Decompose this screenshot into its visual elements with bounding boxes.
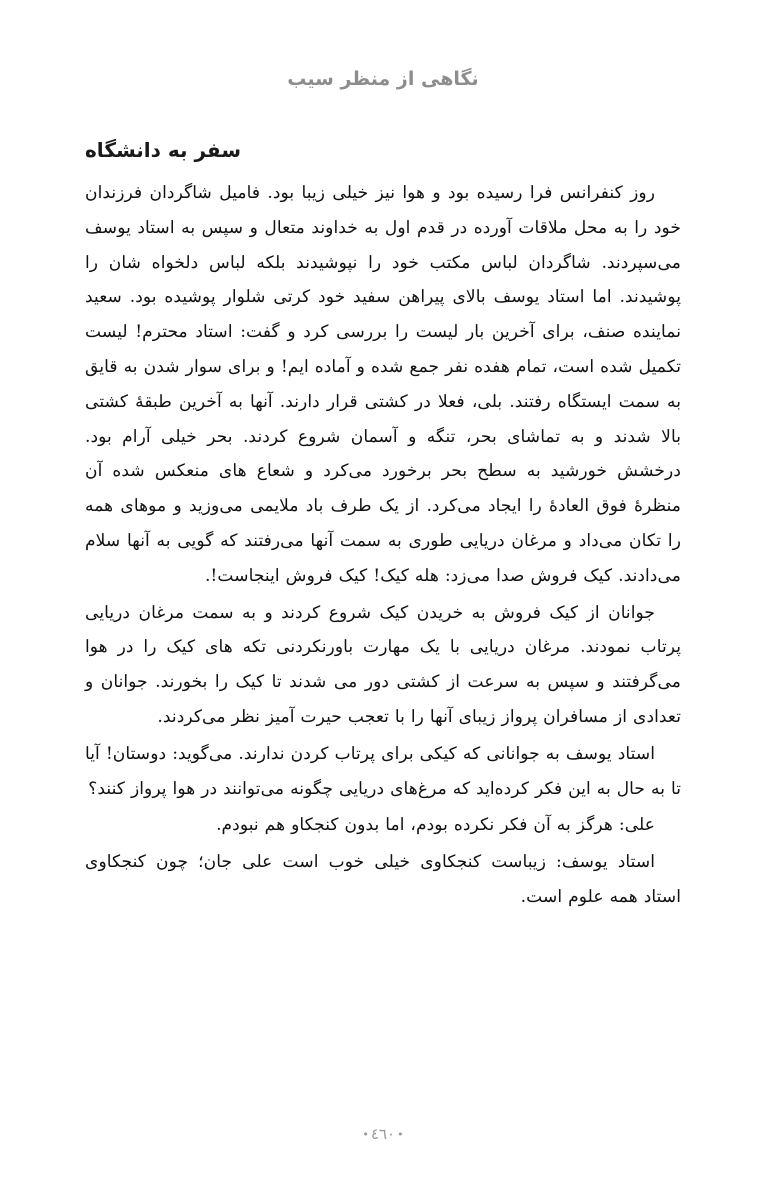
paragraph-1: روز کنفرانس فرا رسیده بود و هوا نیز خیلی زیبا بود. فامیل شاگردان فرزندان خود را به محل ملاقات آورده در قدم اول به خداوند متعال و سپس به استاد یوسف می‌سپردند. شاگردان لباس مکتب خود را نپوشیدند بلکه لباس دلخواه شان را پوشیدند. اما استاد یوسف بالای پیراهن سفید خود کرتی شلوار پوشیده بود. سعید نماینده صنف، برای آخرین بار لیست را بررسی کرد و گفت: استاد محترم! لیست تکمیل شده است، تمام هفده نفر جمع شده و آماده ایم! و برای سوار شدن به قایق به سمت ایستگاه رفتند. بلی، فعلا در کشتی قرار دارند. آنها به آخرین طبقهٔ کشتی بالا شدند و به تماشای بحر، تنگه و آسمان شروع کردند. بحر خیلی آرام بود. درخشش خورشید به سطح بحر برخورد می‌کرد و شعاع های منعکس شده آن منظرهٔ فوق العادهٔ را ایجاد می‌کرد. از یک طرف باد ملایمی می‌وزید و موهای همه را تکان می‌داد و مرغان دریایی طوری به سمت آنها می‌رفتند که گویی به آنها سلام می‌دادند. کیک فروش صدا می‌زد: هله کیک! کیک فروش اینجاست!. — [85, 183, 681, 586]
folio-ornament-left: • — [362, 1127, 369, 1141]
paragraph-4: علی: هرگز به آن فکر نکرده بودم، اما بدون کنجکاو هم نبودم. — [216, 815, 655, 836]
paragraph-3: استاد یوسف به جوانانی که کیکی برای پرتاب کردن ندارند. می‌گوید: دوستان! آیا تا به حال به این فکر کرده‌اید که مرغ‌های دریایی چگونه می‌توانند در هوا پرواز کنند؟ — [85, 743, 681, 799]
running-header: نگاهی از منظر سیب — [287, 68, 479, 90]
page-footer — [0, 1125, 766, 1144]
folio-ornament-right: • — [397, 1127, 404, 1141]
paragraph-5: استاد یوسف: زیباست کنجکاوی خیلی خوب است علی جان؛ چون کنجکاوی استاد همه علوم است. — [85, 852, 681, 907]
section-title: سفر به دانشگاه — [85, 138, 241, 162]
paragraph-2: جوانان از کیک فروش به خریدن کیک شروع کردند و به سمت مرغان دریایی پرتاب نمودند. مرغان دریایی با یک مهارت باورنکردنی تکه های کیک را در هوا می‌گرفتند و سپس به سرعت از کشتی دور می شدند تا کیک را بخورند. جوانان و تعدادی از مسافران پرواز زیبای آنها را با تعجب حیرت آمیز نظر می‌کردند. — [85, 602, 681, 727]
page-number: ٤٦٠ — [370, 1125, 396, 1143]
page-content — [85, 138, 681, 917]
